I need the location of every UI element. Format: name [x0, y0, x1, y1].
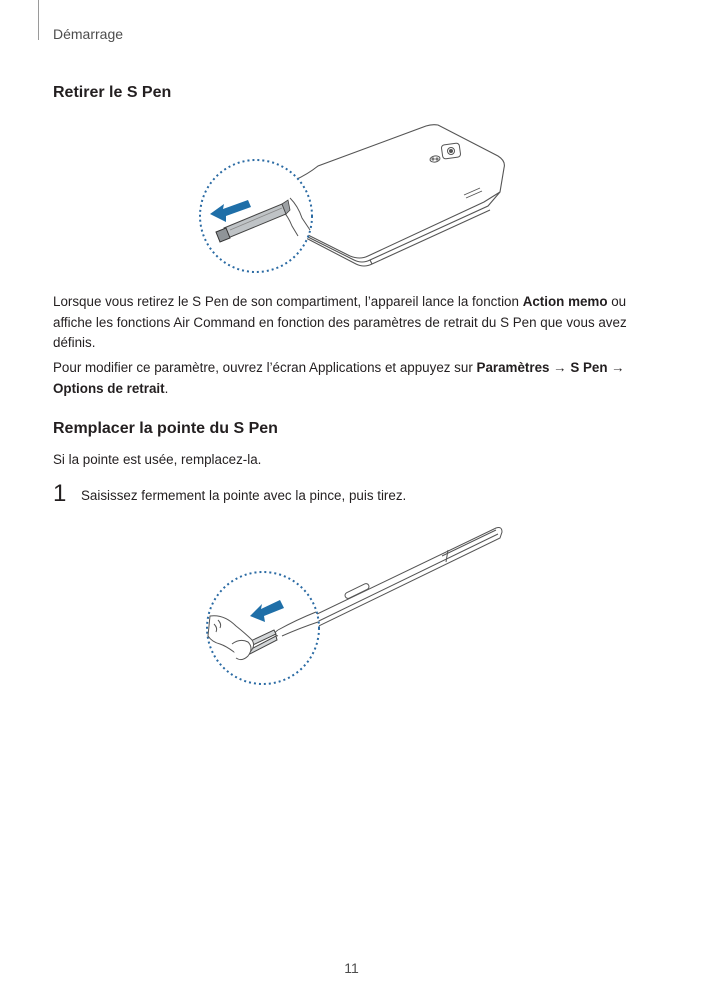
section-title-replace-tip: Remplacer la pointe du S Pen: [53, 420, 278, 437]
settings-term: Paramètres: [476, 360, 550, 375]
spen-tip-replacement-illustration: [196, 520, 526, 695]
header-section-label: Démarrage: [53, 26, 124, 42]
paragraph-remove-behavior: Lorsque vous retirez le S Pen de son compartiment, l’appareil lance la fonction Action memo ou affiche les fonctions Air Command en fonction des paramètres de retrait du S Pen que vous avez définis.: [53, 294, 627, 350]
section-title-remove-spen: Retirer le S Pen: [53, 84, 172, 101]
paragraph-change-setting: Pour modifier ce paramètre, ouvrez l’écran Applications et appuyez sur Paramètres → S Pen → Options de retrait.: [53, 360, 625, 396]
page-number: 11: [344, 960, 359, 976]
step-instruction: Saisissez fermement la pointe avec la pince, puis tirez.: [81, 488, 407, 503]
spen-term: S Pen: [570, 360, 608, 375]
step-number: 1: [53, 480, 67, 507]
phone-remove-spen-illustration: [190, 118, 520, 278]
header-divider: [38, 0, 39, 40]
action-memo-term: Action memo: [522, 294, 608, 309]
paragraph-tip-worn: Si la pointe est usée, remplacez-la.: [53, 452, 262, 467]
removal-options-term: Options de retrait: [53, 380, 165, 396]
